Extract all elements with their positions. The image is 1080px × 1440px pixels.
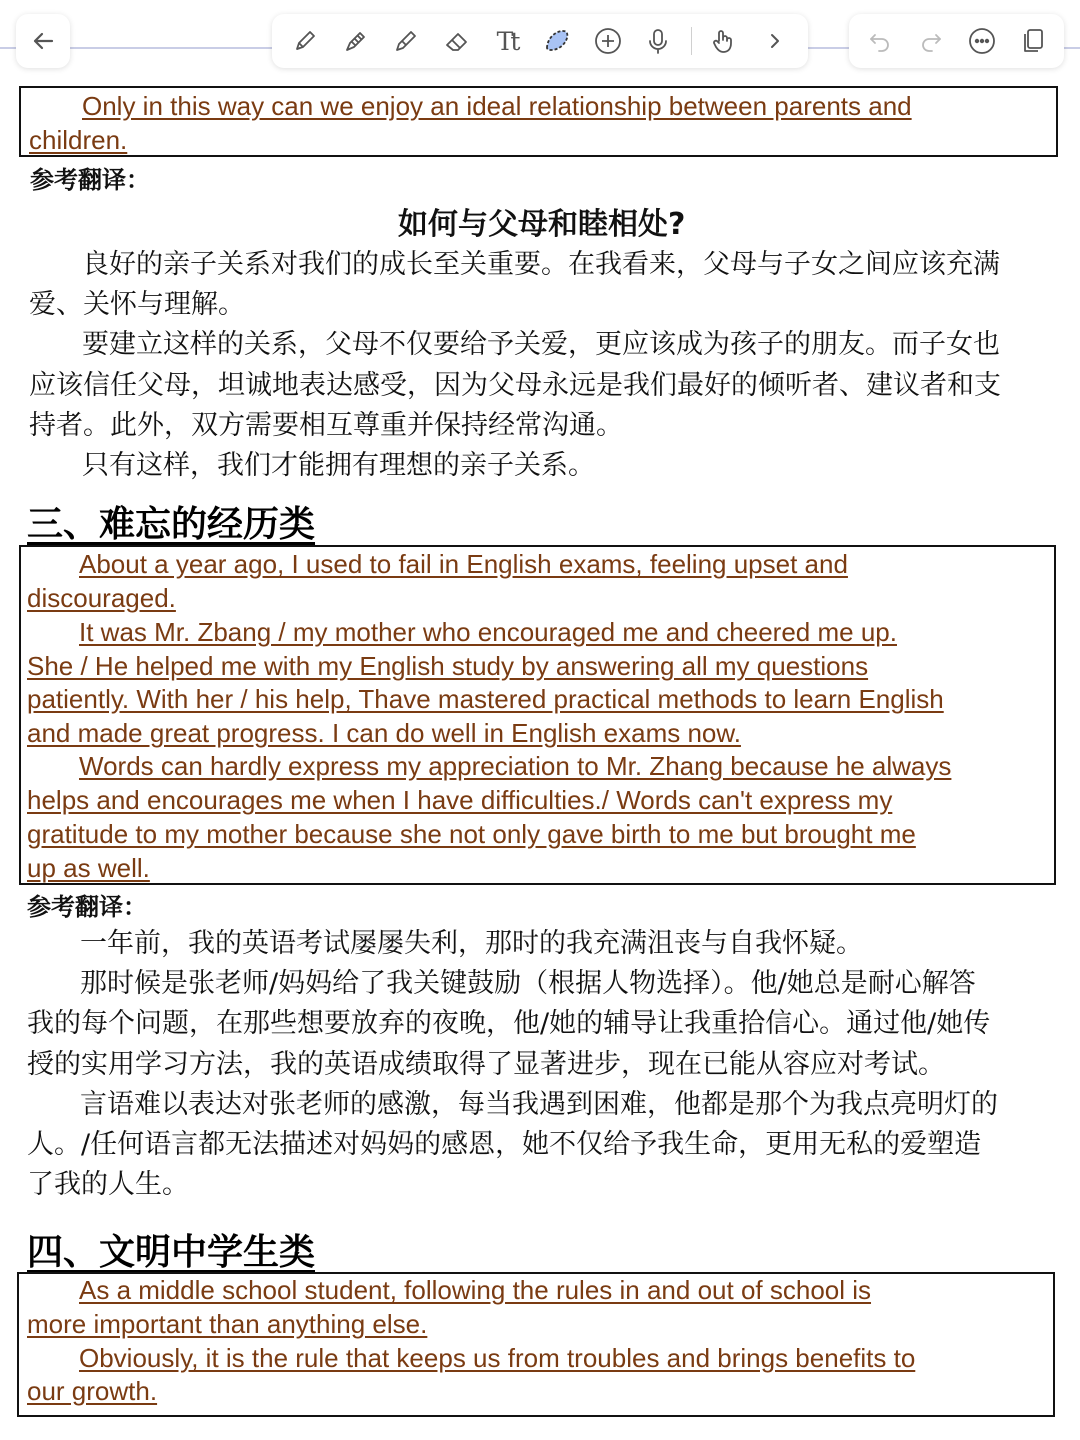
translation-line: 那时候是张老师/妈妈给了我关键鼓励（根据人物选择）。他/她总是耐心解答 — [80, 968, 976, 999]
back-arrow-icon[interactable] — [25, 23, 61, 59]
english-sentence: our growth. — [27, 1376, 158, 1406]
text-tool-icon[interactable]: Tt — [496, 26, 518, 56]
section-heading: 三、难忘的经历类 — [27, 504, 316, 545]
english-sentence: up as well. — [27, 853, 150, 883]
english-sentence: About a year ago, I used to fail in English exams, feeling upset and — [79, 549, 848, 579]
microphone-icon[interactable] — [640, 23, 676, 59]
translation-line: 授的实用学习方法，我的英语成绩取得了显著进步，现在已能从容应对考试。 — [27, 1049, 945, 1080]
section-heading: 四、文明中学生类 — [27, 1232, 316, 1273]
translation-line: 人。/任何语言都无法描述对妈妈的感恩，她不仅给予我生命，更用无私的爱塑造 — [27, 1129, 982, 1160]
lasso-icon[interactable] — [539, 23, 575, 59]
drawing-tools-bar — [272, 14, 808, 68]
english-sentence: Only in this way can we enjoy an ideal relationship between parents and — [82, 91, 912, 121]
translation-line: 只有这样，我们才能拥有理想的亲子关系。 — [82, 450, 595, 481]
translation-line: 应该信任父母，坦诚地表达感受，因为父母永远是我们最好的倾听者、建议者和支 — [29, 370, 1001, 401]
english-sentence: Obviously, it is the rule that keeps us from troubles and brings benefits to — [79, 1343, 916, 1373]
pages-icon[interactable] — [1015, 23, 1051, 59]
english-sentence: and made great progress. I can do well in English exams now. — [27, 718, 741, 748]
undo-icon[interactable] — [862, 23, 898, 59]
chevron-right-icon[interactable] — [757, 23, 793, 59]
english-sentence: She / He helped me with my English study by answering all my questions — [27, 651, 869, 681]
translation-line: 一年前，我的英语考试屡屡失利，那时的我充满沮丧与自我怀疑。 — [80, 928, 863, 959]
highlighter-icon[interactable] — [338, 23, 374, 59]
translation-line: 了我的人生。 — [27, 1169, 189, 1200]
toolbar-separator — [691, 27, 692, 55]
translation-line: 爱、关怀与理解。 — [29, 289, 245, 320]
english-sentence: It was Mr. Zbang / my mother who encouraged me and cheered me up. — [79, 617, 897, 647]
more-icon[interactable] — [964, 23, 1000, 59]
english-sentence: patiently. With her / his help, Thave mastered practical methods to learn English — [27, 684, 944, 714]
marker-icon[interactable] — [388, 23, 424, 59]
pen-icon[interactable] — [287, 23, 323, 59]
add-icon[interactable] — [590, 23, 626, 59]
translation-line: 良好的亲子关系对我们的成长至关重要。在我看来，父母与子女之间应该充满 — [82, 249, 1000, 280]
translation-title: 如何与父母和睦相处? — [398, 207, 686, 242]
back-button[interactable] — [16, 14, 70, 68]
english-sentence: discouraged. — [27, 583, 176, 613]
translation-line: 持者。此外，双方需要相互尊重并保持经常沟通。 — [29, 410, 623, 441]
document-actions-bar — [849, 14, 1064, 68]
reference-translation-label: 参考翻译： — [30, 166, 150, 194]
english-sentence: As a middle school student, following the rules in and out of school is — [79, 1275, 872, 1305]
hand-pointer-icon[interactable] — [706, 23, 742, 59]
translation-line: 要建立这样的关系，父母不仅要给予关爱，更应该成为孩子的朋友。而子女也 — [82, 329, 1000, 360]
eraser-icon[interactable] — [439, 23, 475, 59]
english-sentence: Words can hardly express my appreciation to Mr. Zhang because he always — [79, 751, 952, 781]
translation-line: 言语难以表达对张老师的感激，每当我遇到困难，他都是那个为我点亮明灯的 — [80, 1089, 998, 1120]
english-sentence: children. — [29, 125, 128, 155]
english-sentence: gratitude to my mother because she not only gave birth to me but brought me — [27, 819, 916, 849]
english-sentence: more important than anything else. — [27, 1309, 428, 1339]
english-sentence: helps and encourages me when I have difficulties./ Words can't express my — [27, 785, 893, 815]
reference-translation-label: 参考翻译： — [27, 893, 147, 921]
translation-line: 我的每个问题，在那些想要放弃的夜晚，他/她的辅导让我重拾信心。通过他/她传 — [27, 1008, 991, 1039]
redo-icon[interactable] — [913, 23, 949, 59]
